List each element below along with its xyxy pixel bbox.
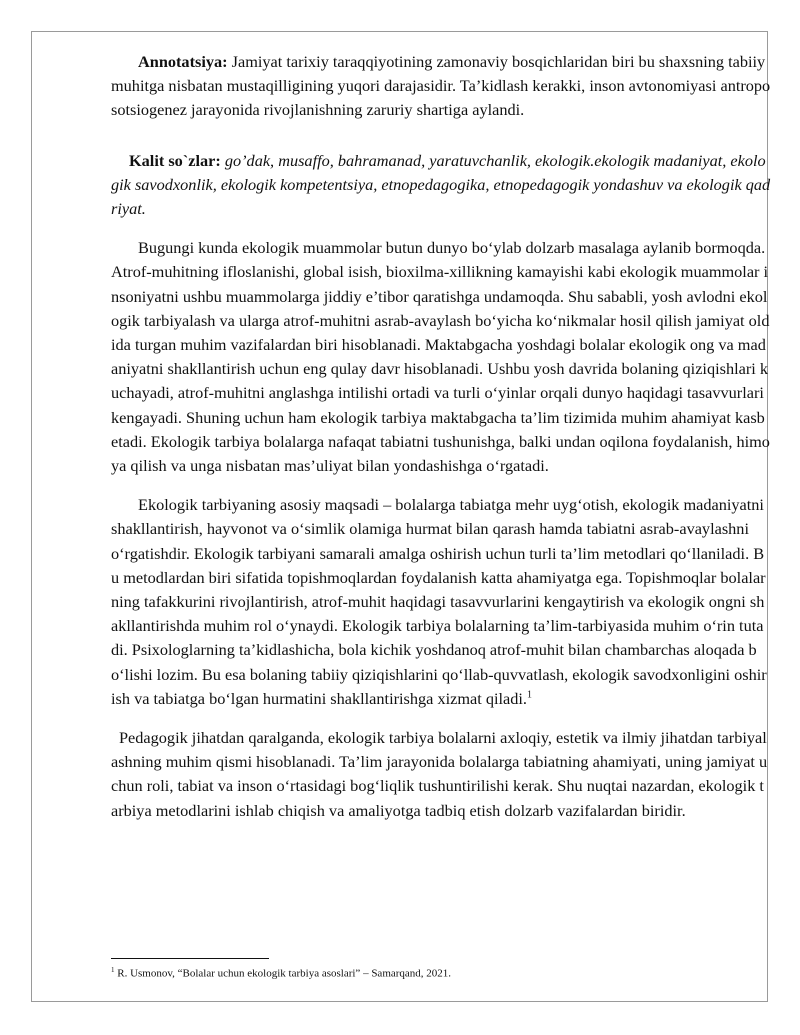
- body-paragraph-2: [111, 493, 771, 711]
- body-paragraph-2-text: Ekologik tarbiyaning asosiy maqsadi – bolalarga tabiatga mehr uyg‘otish, ekologik madaniyatni shakllantirish, hayvonot va o‘simlik olamiga hurmat bilan qarash hamda tabiatni asrab-avaylashni o‘rgatishdir. Ekologik tarbiyani samarali amalga oshirish uchun turli ta’lim metodlari qo‘llaniladi. Bu metodlardan biri sifatida topishmoqlardan foydalanish katta ahamiyatga ega. Topishmoqlar bolalarning tafakkurini rivojlantirish, atrof-muhit haqidagi tasavvurlarini kengaytirish va ekologik ongni shakllantirishda muhim rol o‘ynaydi. Ekologik tarbiya bolalarning ta’lim-tarbiyasida muhim o‘rin tutadi. Psixologlarning ta’kidlashicha, bola kichik yoshdanoq atrof-muhit bilan chambarchas aloqada bo‘lishi lozim. Bu esa bolaning tabiiy qiziqishlarini qo‘llab-quvvatlash, ekologik savodxonligini oshirish va tabiatga bo‘lgan hurmatini shakllantirishga xizmat qiladi.: [111, 495, 767, 708]
- footnote-text: R. Usmonov, “Bolalar uchun ekologik tarbiya asoslari” – Samarqand, 2021.: [114, 967, 452, 980]
- footnote-marker: 1: [111, 966, 115, 974]
- footnote-separator: [111, 958, 269, 959]
- annotation-label: Annotatsiya:: [138, 52, 228, 71]
- body-paragraph-3: Pedagogik jihatdan qaralganda, ekologik tarbiya bolalarni axloqiy, estetik va ilmiy jihatdan tarbiyalashning muhim qismi hisoblanadi. Ta’lim jarayonida bolalarga tabiatning ahamiyati, uning jamiyat uchun roli, tabiat va inson o‘rtasidagi bog‘liqlik tushuntirilishi kerak. Shu nuqtai nazardan, ekologik tarbiya metodlarini ishlab chiqish va amaliyotga tadbiq etish dolzarb vazifalardan biridir.: [111, 728, 768, 820]
- keywords-paragraph: [111, 149, 771, 222]
- footnote: [111, 963, 751, 981]
- annotation-text: Jamiyat tarixiy taraqqiyotining zamonaviy bosqichlaridan biri bu shaxsning tabiiy muhitga nisbatan mustaqilligining yuqori darajasidir. Ta’kidlash kerakki, inson avtonomiyasi antroposotsiogenez jarayonida rivojlanishning zaruriy shartiga aylandi.: [111, 52, 771, 120]
- document-body: [111, 50, 771, 823]
- keywords-text: go’dak, musaffo, bahramanad, yaratuvchanlik, ekologik.ekologik madaniyat, ekologik savodxonlik, ekologik kompetentsiya, etnopedagogika, etnopedagogik yondashuv va ekologik qadriyat.: [111, 150, 771, 219]
- body-paragraph-1: Bugungi kunda ekologik muammolar butun dunyo bo‘ylab dolzarb masalaga aylanib bormoqda. Atrof-muhitning ifloslanishi, global isish, bioxilma-xillikning kamayishi kabi ekologik muammolar insoniyatni ushbu muammolarga jiddiy e’tibor qaratishga undamoqda. Shu sababli, yosh avlodni ekologik tarbiyalash va ularga atrof-muhitni asrab-avaylash bo‘yicha ko‘nikmalar hosil qilish jamiyat oldida turgan muhim vazifalardan biri hisoblanadi. Maktabgacha yoshdagi bolalar ekologik ong va madaniyatni shakllantirish uchun eng qulay davr hisoblanadi. Ushbu yosh davrida bolaning qiziqishlari kuchayadi, atrof-muhitni anglashga intilishi ortadi va turli o‘yinlar orqali dunyo haqidagi tasavvurlari kengayadi. Shuning uchun ham ekologik tarbiya maktabgacha ta’lim tizimida muhim ahamiyat kasb etadi. Ekologik tarbiya bolalarga nafaqat tabiatni tushunishga, balki undan oqilona foydalanish, himoya qilish va unga nisbatan mas’uliyat bilan yondashishga o‘rgatadi.: [111, 238, 770, 476]
- annotation-paragraph: [111, 50, 771, 123]
- footnote-reference[interactable]: 1: [526, 689, 532, 701]
- keywords-label: Kalit so`zlar:: [129, 150, 221, 170]
